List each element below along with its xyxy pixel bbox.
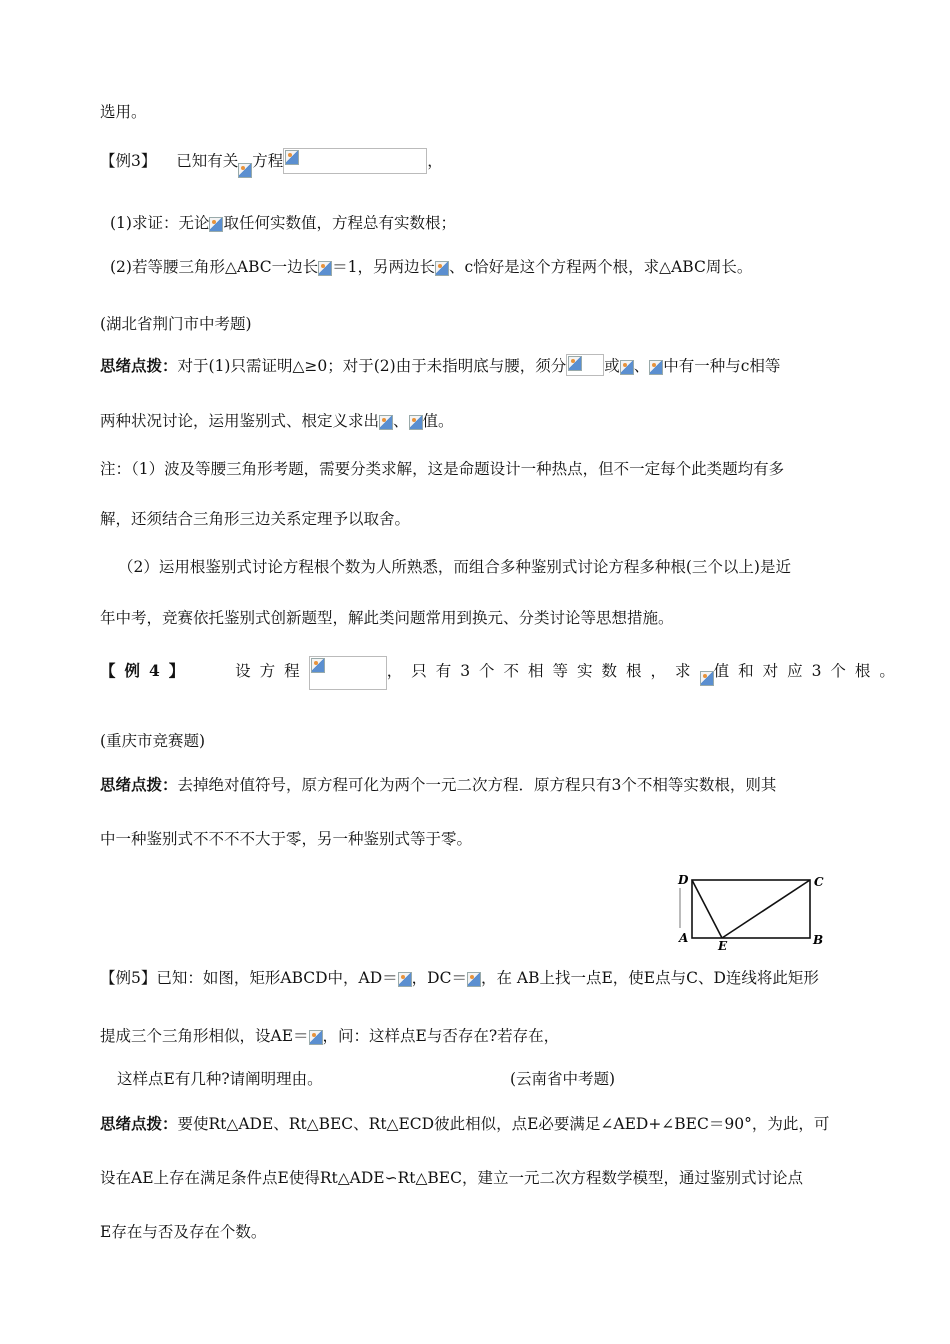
formula-image-icon <box>620 360 634 375</box>
source-note <box>100 730 205 752</box>
example-text: 设方程 <box>235 662 309 680</box>
question-text: (2)若等腰三角形△ABC一边长 <box>110 258 319 276</box>
question-line <box>110 212 456 234</box>
note-line <box>100 607 674 629</box>
question-text: ＝1，另两边长 <box>332 258 435 276</box>
example-text: ，DC＝ <box>411 969 467 987</box>
source-text: (湖北省荆门市中考题) <box>100 315 252 333</box>
note-line <box>100 508 410 530</box>
hint-text: 两种状况讨论，运用鉴别式、根定义求出 <box>100 412 380 430</box>
text-line <box>100 101 147 123</box>
hint-line <box>100 410 454 432</box>
vertex-label-d: D <box>678 873 689 887</box>
formula-image-icon <box>285 150 299 165</box>
segment-de <box>692 880 722 938</box>
source-note <box>510 1068 615 1090</box>
hint-line <box>100 1221 266 1243</box>
formula-image-box <box>566 354 604 376</box>
formula-image-icon <box>318 261 332 276</box>
formula-image-icon <box>409 415 423 430</box>
example-text: 值和对应3个根。 <box>713 662 904 680</box>
note-line <box>118 556 791 578</box>
hint-text: E存在与否及存在个数。 <box>100 1223 267 1241</box>
formula-image-icon <box>309 1030 323 1045</box>
question-text: (1)求证：无论 <box>110 214 210 232</box>
formula-image-icon <box>649 360 663 375</box>
hint-label: 思绪点拨： <box>100 1114 178 1133</box>
source-text: (重庆市竞赛题) <box>100 732 206 750</box>
example-text: ，在 AB上找一点E，使E点与C、D连线将此矩形 <box>480 969 819 987</box>
example-text: ，问：这样点E与否存在?若存在， <box>322 1027 560 1045</box>
formula-image-icon <box>398 972 412 987</box>
hint-line <box>100 354 780 377</box>
source-note <box>100 313 252 335</box>
note-text: 注：（1）波及等腰三角形考题，需要分类求解，这是命题设计一种热点，但不一定每个此类题均有多 <box>100 460 785 478</box>
formula-image-box <box>309 656 387 690</box>
note-text: 解，还须结合三角形三边关系定理予以取舍。 <box>100 510 411 528</box>
example-text: ， <box>427 152 443 170</box>
vertex-label-a: A <box>679 931 689 945</box>
hint-text: 、 <box>633 357 650 375</box>
example-text: 提成三个三角形相似，设AE＝ <box>100 1027 309 1045</box>
example-5-line <box>100 1025 559 1047</box>
example-text: ，只有3个不相等实数根，求 <box>386 662 700 680</box>
formula-image-icon <box>700 671 714 686</box>
hint-text: 或 <box>604 357 620 375</box>
hint-text: 值。 <box>422 412 454 430</box>
hint-label: 思绪点拨： <box>100 775 178 794</box>
formula-image-icon <box>467 972 481 987</box>
hint-text: 对于(1)只需证明△≥0；对于(2)由于未指明底与腰，须分 <box>177 357 567 375</box>
vertex-label-b: B <box>813 933 824 947</box>
question-text: 取任何实数值，方程总有实数根； <box>223 214 456 232</box>
hint-line <box>100 774 776 796</box>
segment-ce <box>722 880 810 938</box>
vertex-label-c: C <box>814 875 824 889</box>
rectangle-figure <box>672 868 832 952</box>
paragraph-text: 选用。 <box>100 103 147 121</box>
hint-text: 中有一种与c相等 <box>663 357 781 375</box>
formula-image-icon <box>311 658 325 673</box>
formula-image-icon <box>238 163 252 178</box>
hint-line <box>100 828 472 850</box>
question-line <box>110 256 752 278</box>
example-label: 【例5】 <box>100 969 157 987</box>
example-text: 已知：如图，矩形ABCD中，AD＝ <box>156 969 398 987</box>
example-label: 【例3】 <box>100 152 157 170</box>
hint-label: 思绪点拨： <box>100 356 178 375</box>
hint-text: 去掉绝对值符号，原方程可化为两个一元二次方程．原方程只有3个不相等实数根，则其 <box>177 776 777 794</box>
source-text: (云南省中考题) <box>510 1070 616 1088</box>
hint-text: 中一种鉴别式不不不不大于零，另一种鉴别式等于零。 <box>100 830 473 848</box>
formula-image-icon <box>568 356 582 371</box>
example-5-heading <box>100 967 819 989</box>
note-line <box>100 458 784 480</box>
hint-text: 要使Rt△ADE、Rt△BEC、Rt△ECD彼此相似，点E必要满足∠AED+∠BEC＝90°，为此，可 <box>177 1115 830 1133</box>
hint-line <box>100 1167 803 1189</box>
example-text: 这样点E有几种?请阐明理由。 <box>117 1070 323 1088</box>
example-3-heading <box>100 148 443 178</box>
rectangle-abcd <box>692 880 810 938</box>
note-text: （2）运用根鉴别式讨论方程根个数为人所熟悉，而组合多种鉴别式讨论方程多种根(三个以上)是近 <box>118 558 791 576</box>
vertex-label-e: E <box>718 939 728 952</box>
example-label: 【例4】 <box>100 661 194 680</box>
formula-image-icon <box>209 217 223 232</box>
example-5-line <box>117 1068 323 1090</box>
formula-image-icon <box>435 261 449 276</box>
example-text: 已知有关 <box>176 152 239 170</box>
example-text: 方程 <box>252 152 284 170</box>
hint-text: 、 <box>393 412 409 430</box>
note-text: 年中考，竞赛依托鉴别式创新题型，解此类问题常用到换元、分类讨论等思想措施。 <box>100 609 674 627</box>
example-4-heading <box>100 656 904 690</box>
hint-line <box>100 1113 829 1135</box>
question-text: 、c恰好是这个方程两个根，求△ABC周长。 <box>448 258 753 276</box>
formula-image-box <box>283 148 427 174</box>
hint-text: 设在AE上存在满足条件点E使得Rt△ADE∽Rt△BEC，建立一元二次方程数学模型，通过鉴别式讨论点 <box>100 1169 803 1187</box>
formula-image-icon <box>379 415 393 430</box>
